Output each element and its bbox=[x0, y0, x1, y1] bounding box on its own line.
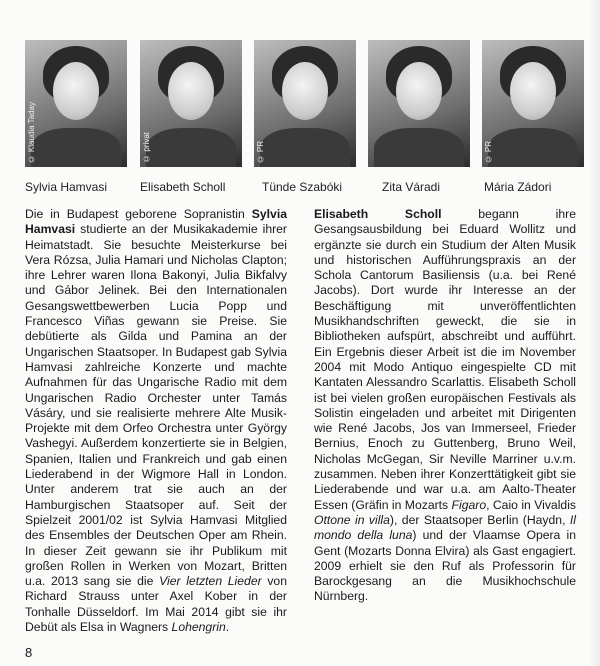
portrait-caption: Zita Váradi bbox=[382, 180, 441, 194]
portrait-caption: Tünde Szabóki bbox=[262, 180, 343, 194]
portrait-photo bbox=[140, 40, 242, 167]
portrait-photo bbox=[482, 40, 584, 167]
photo-credit: © PR bbox=[256, 140, 265, 163]
text-run: von Richard Strauss unter Axel Kober in der Tonhalle Düsseldorf. Im Mai 2014 gibt sie ihr Debüt als Elsa in Wagners bbox=[25, 574, 287, 635]
text-run: Die in Budapest geborene Sopranistin bbox=[25, 207, 252, 221]
face-shape bbox=[168, 62, 214, 120]
page-edge-shadow bbox=[588, 0, 600, 666]
photo-credit: © Klaudia Taday bbox=[27, 101, 36, 163]
photo-credit: © PR bbox=[484, 140, 493, 163]
body-shape bbox=[488, 128, 578, 167]
bio-elisabeth-scholl bbox=[314, 207, 576, 605]
bold-name: Sylvia Hamvasi bbox=[25, 207, 287, 237]
italic-title: Vier letzten Lieder bbox=[159, 574, 262, 589]
portrait-caption: Sylvia Hamvasi bbox=[25, 180, 108, 194]
portrait-photo bbox=[254, 40, 356, 167]
portrait-photo bbox=[25, 40, 127, 167]
photo-credit: © privat bbox=[142, 132, 151, 163]
italic-title: Ottone in villa bbox=[314, 512, 390, 527]
page-number: 8 bbox=[25, 645, 33, 660]
text-run: ) und der Vlaamse Opera in Gent (Mozarts Donna Elvira) als Gast engagiert. 2009 erhielt sie den Ruf als Professorin für Barockgesang an die Musikhochschule Nürnberg. bbox=[314, 528, 576, 604]
bold-name: Elisabeth Scholl bbox=[314, 207, 442, 221]
italic-title: Lohengrin bbox=[171, 620, 226, 635]
portrait-photo bbox=[368, 40, 470, 167]
italic-title: Il mondo della luna bbox=[314, 512, 576, 543]
body-shape bbox=[146, 128, 236, 167]
portrait-caption: Elisabeth Scholl bbox=[140, 180, 226, 194]
text-run: begann ihre Gesangsausbildung bei Eduard Wollitz und ergänzte sie durch ein Studium der Alten Musik und historischen Aufführungspraxis an der Schola Cantorum Basiliensis (u.a. bei René Jacobs). Dort wurde ihr Interesse an der Beschäftigung mit unveröffentlichten Musikhandschriften geweckt, die sie in Bibliotheken aufspürt, abschreibt und aufführt. Ein Ergebnis dieser Arbeit ist die im November 2004 mit Modo Antiquo eingespielte CD mit Kantaten Alessandro Scarlattis. Elisabeth Scholl ist bei vielen großen europäischen Festivals als Solistin eingeladen und arbeitet mit Dirigenten wie René Jacobs, Jos van Immerseel, Frieder Bernius, Enoch zu Guttenberg, Bruno Weil, Nicholas McGegan, Sir Neville Marriner u.v.m. zusammen. Neben ihrer Konzerttätigkeit gibt sie Liederabende und war u.a. am Aalto-Theater Essen (Gräfin in Mozarts bbox=[314, 207, 577, 512]
text-run: ), der Staatsoper Berlin (Haydn, bbox=[389, 512, 570, 527]
italic-title: Figaro bbox=[451, 497, 487, 512]
text-run: . bbox=[225, 620, 230, 635]
face-shape bbox=[53, 62, 99, 120]
face-shape bbox=[510, 62, 556, 120]
face-shape bbox=[396, 62, 442, 120]
body-shape bbox=[260, 128, 350, 167]
text-run: studierte an der Musikakademie ihrer Heimatstadt. Sie besuchte Meisterkurse bei Vera Rózsa, Julia Hamari und Nicholas Clapton; ihre Lehrer waren Ilona Bakonyi, Julia Bikfalvy und Gábor Jelinek. Bei den Internationalen Gesangswettbewerben Lucia Popp und Francesco Viñas gewann sie Preise. Sie debütierte als Gilda und Pamina an der Ungarischen Staatsoper. In Budapest gab Sylvia Hamvasi zahlreiche Konzerte und machte Aufnahmen für das Ungarische Radio mit dem Ungarischen Radio Orchester unter Tamás Vásáry, und sie realisierte mehrere Alte Musik-Projekte mit dem Orfeo Orchestra unter György Vashegyi. Außerdem konzertierte sie in Belgien, Spanien, Italien und Frankreich und gab einen Liederabend in der Wigmore Hall in London. Unter anderem trat sie auch an der Hamburgischen Staatsoper auf. Seit der Spielzeit 2001/02 ist Sylvia Hamvasi Mitglied des Ensembles der Deutschen Oper am Rhein. In dieser Zeit gewann sie ihr Publikum mit großen Rollen in Werken von Mozart, Britten u.a. 2013 sang sie die bbox=[25, 222, 287, 589]
portrait-caption: Mária Zádori bbox=[484, 180, 552, 194]
body-shape bbox=[374, 128, 464, 167]
body-shape bbox=[31, 128, 121, 167]
bio-sylvia-hamvasi bbox=[25, 207, 287, 635]
text-run: , Caio in Vivaldis bbox=[486, 497, 576, 512]
face-shape bbox=[282, 62, 328, 120]
